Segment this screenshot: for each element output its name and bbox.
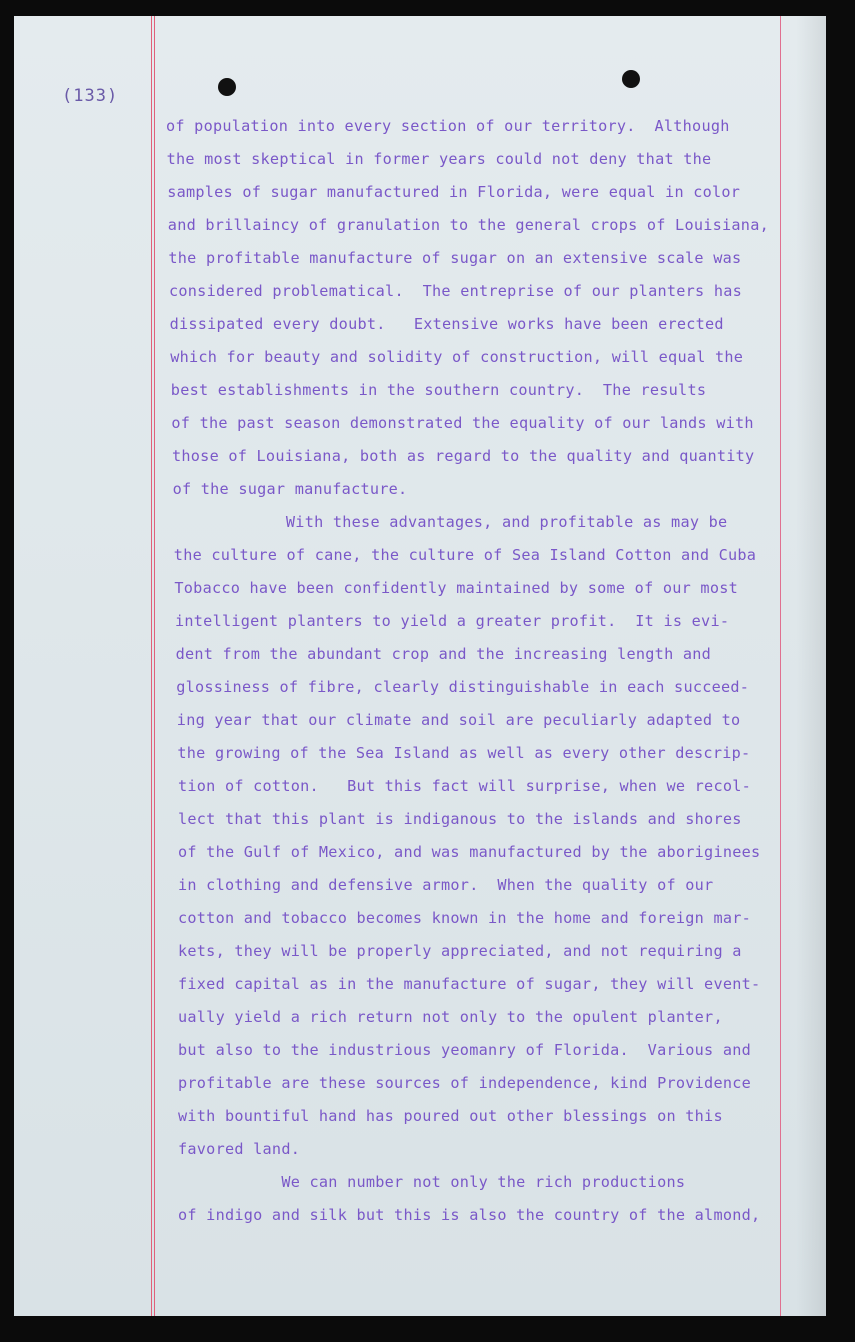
text-line: samples of sugar manufactured in Florida, were equal in color — [167, 183, 741, 201]
text-line: of the Gulf of Mexico, and was manufactured by the aboriginees — [178, 843, 761, 861]
page-number: (133) — [62, 86, 119, 106]
text-line: favored land. — [178, 1140, 301, 1158]
text-line: the most skeptical in former years could not deny that the — [166, 150, 712, 168]
left-margin-rule — [151, 16, 152, 1316]
text-line: of the sugar manufacture. — [172, 480, 408, 498]
text-line: the profitable manufacture of sugar on an extensive scale was — [168, 249, 742, 267]
text-line: profitable are these sources of independence, kind Providence — [178, 1074, 752, 1092]
text-line: tion of cotton. But this fact will surprise, when we recol- — [178, 777, 752, 795]
text-line: cotton and tobacco becomes known in the home and foreign mar- — [178, 909, 752, 927]
text-line: of indigo and silk but this is also the country of the almond, — [178, 1206, 761, 1224]
typed-document-page — [14, 16, 826, 1316]
text-line: the culture of cane, the culture of Sea Island Cotton and Cuba — [173, 546, 757, 564]
text-line: We can number not only the rich productions — [178, 1173, 686, 1191]
text-line: of the past season demonstrated the equality of our lands with — [171, 414, 754, 432]
text-line: glossiness of fibre, clearly distinguishable in each succeed- — [176, 678, 750, 696]
text-line: dent from the abundant crop and the increasing length and — [175, 645, 712, 663]
text-line: lect that this plant is indiganous to the islands and shores — [178, 810, 742, 828]
text-line: best establishments in the southern country. The results — [170, 381, 707, 399]
text-line: which for beauty and solidity of construction, will equal the — [170, 348, 744, 366]
text-line: but also to the industrious yeomanry of Florida. Various and — [178, 1041, 752, 1059]
left-margin-rule-double — [154, 16, 155, 1316]
text-line: with bountiful hand has poured out other blessings on this — [178, 1107, 723, 1125]
text-line: and brillaincy of granulation to the general crops of Louisiana, — [167, 216, 769, 234]
text-line: those of Louisiana, both as regard to the quality and quantity — [172, 447, 755, 465]
text-line: the growing of the Sea Island as well as every other descrip- — [177, 744, 751, 762]
text-line: fixed capital as in the manufacture of sugar, they will event- — [178, 975, 761, 993]
text-line: ually yield a rich return not only to the opulent planter, — [178, 1008, 723, 1026]
right-margin-rule — [780, 16, 781, 1316]
text-line: dissipated every doubt. Extensive works have been erected — [169, 315, 724, 333]
text-line: of population into every section of our territory. Although — [166, 117, 730, 135]
text-line: Tobacco have been confidently maintained by some of our most — [174, 579, 739, 597]
text-line: With these advantages, and profitable as may be — [173, 513, 728, 531]
page-edge-shadow — [796, 16, 826, 1316]
text-line: considered problematical. The entreprise of our planters has — [169, 282, 743, 300]
binder-hole-right — [622, 70, 640, 88]
binder-hole-left — [218, 78, 236, 96]
text-line: in clothing and defensive armor. When the quality of our — [178, 876, 714, 894]
text-line: kets, they will be properly appreciated, and not requiring a — [178, 942, 742, 960]
text-line: ing year that our climate and soil are peculiarly adapted to — [176, 711, 741, 729]
text-line: intelligent planters to yield a greater profit. It is evi- — [175, 612, 730, 630]
